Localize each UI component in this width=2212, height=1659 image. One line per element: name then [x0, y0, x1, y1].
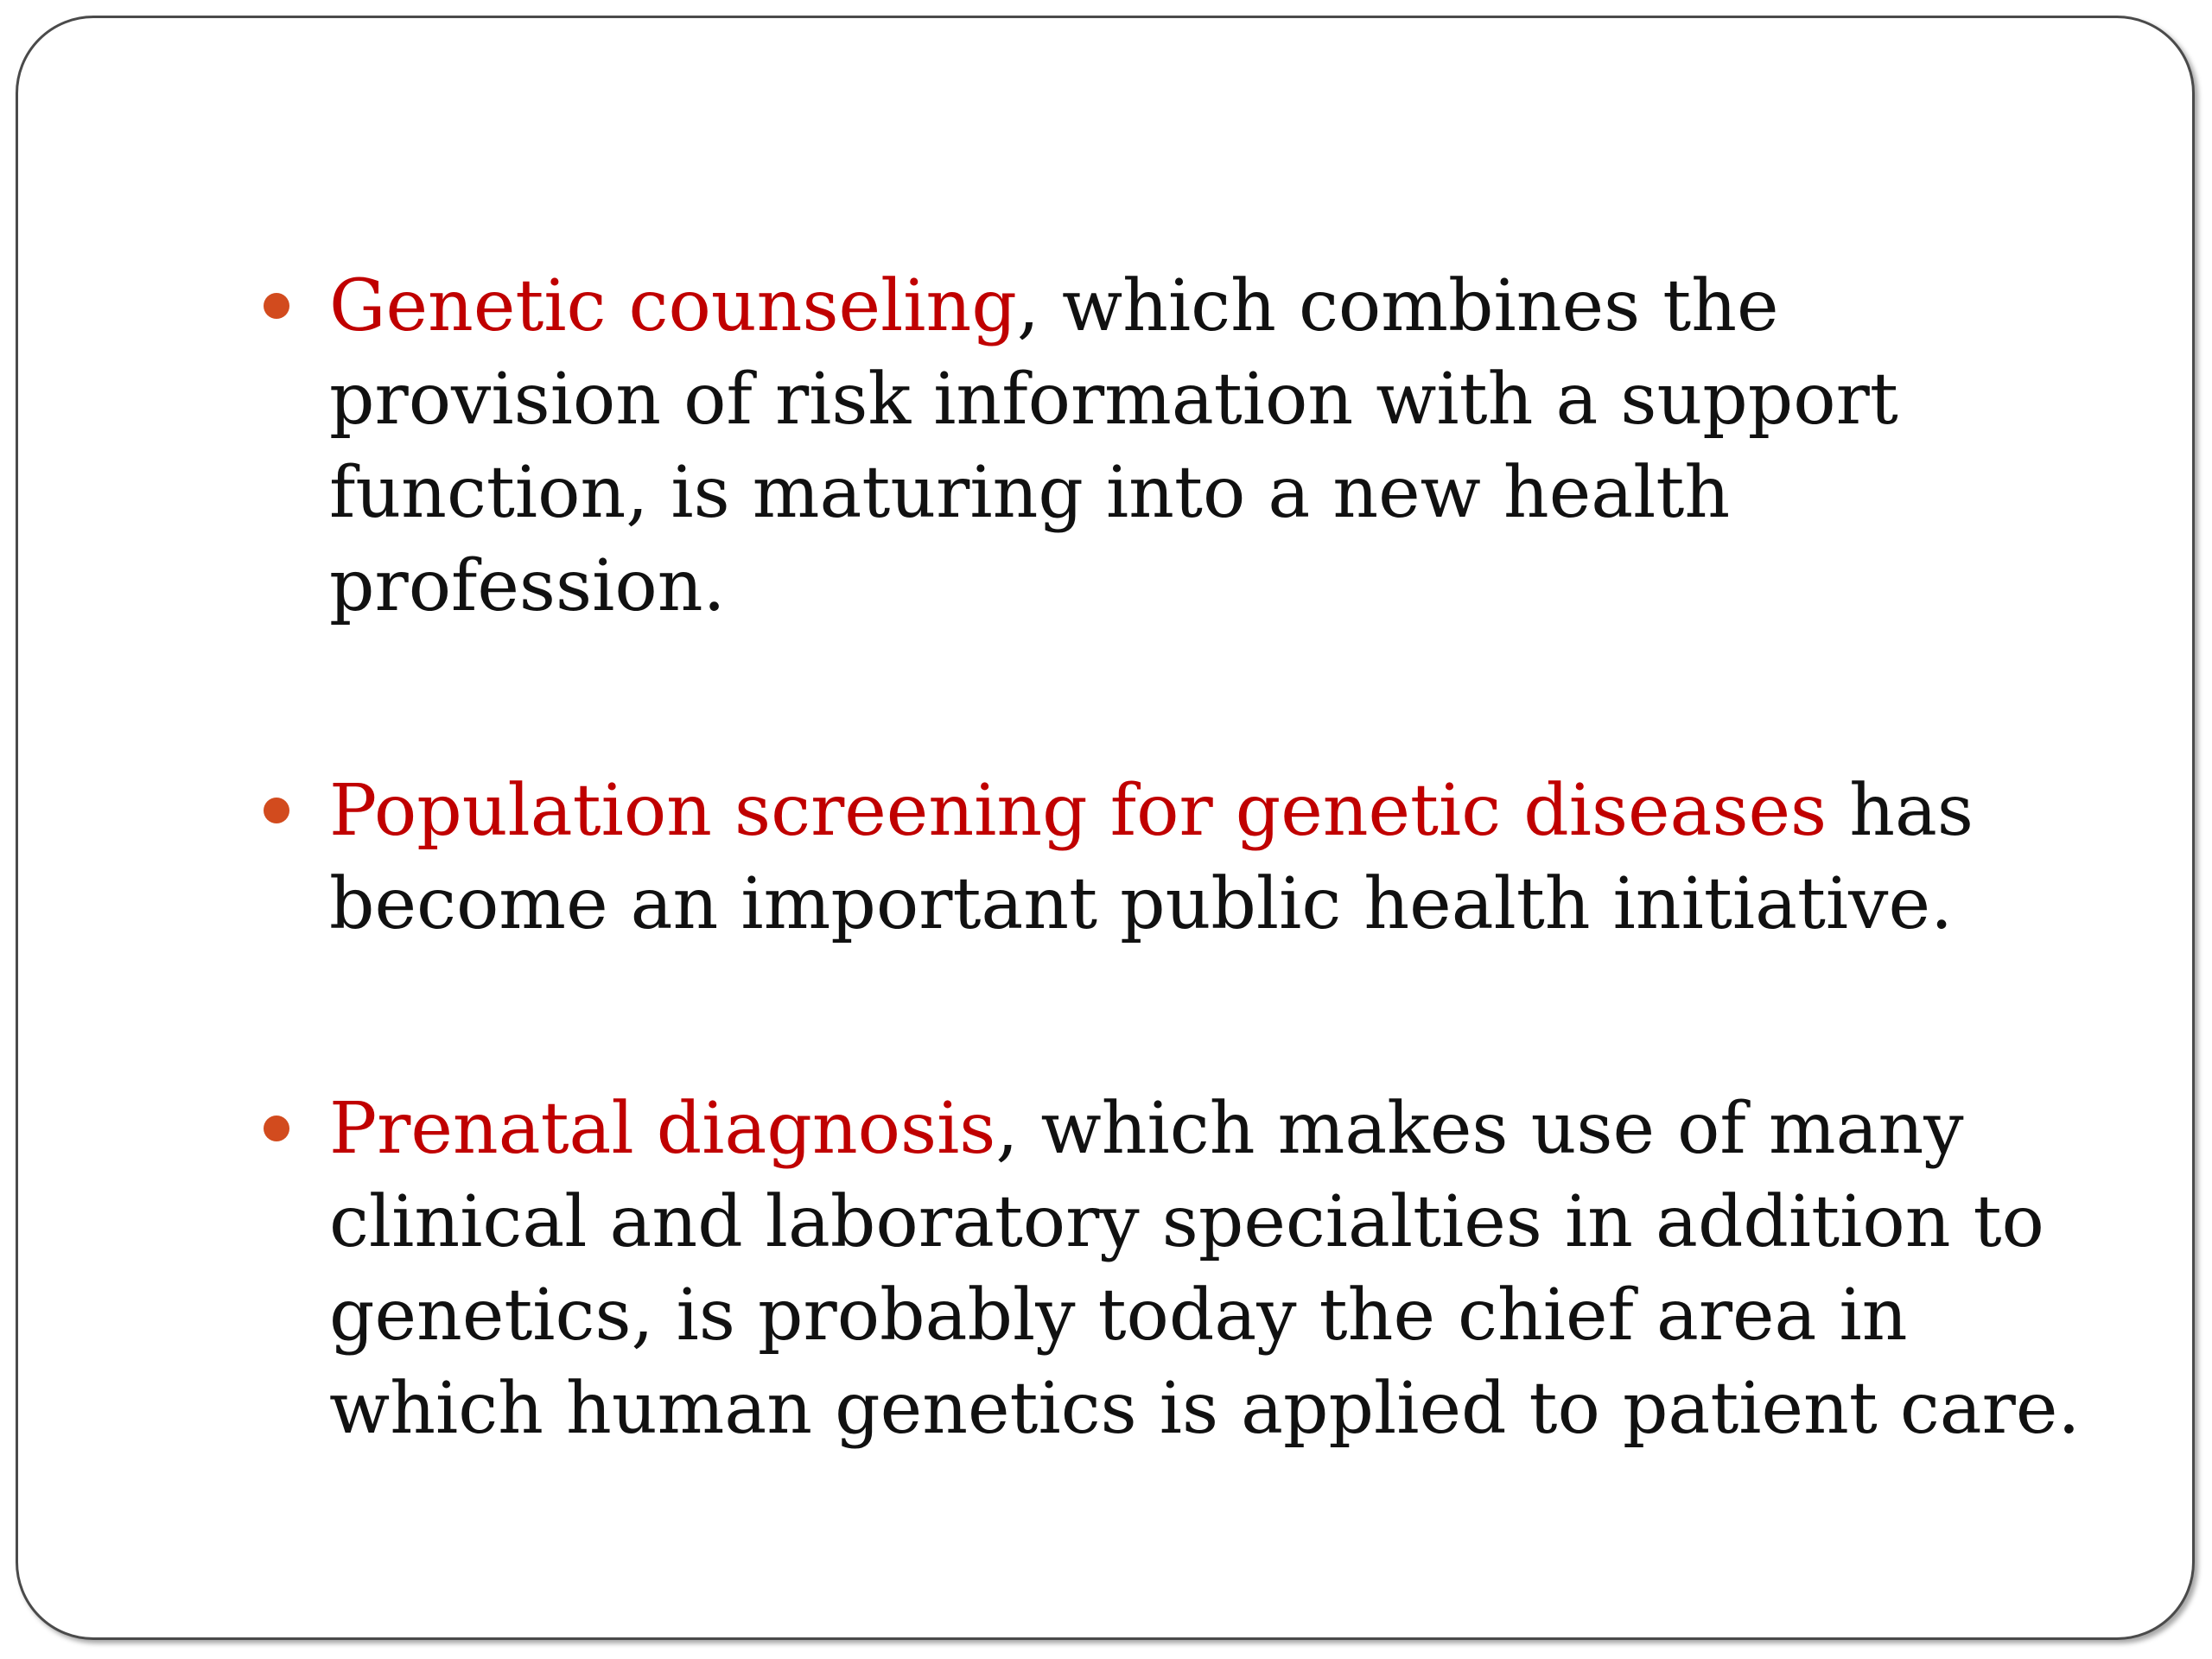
bullet-highlight: Population screening for genetic diseases — [329, 770, 1827, 852]
bullet-item-population-screening — [329, 765, 2126, 951]
bullet-dot-icon — [264, 1116, 289, 1141]
bullet-item-genetic-counseling — [329, 260, 2126, 633]
bullet-dot-icon — [264, 293, 289, 319]
bullet-highlight: Genetic counseling — [329, 265, 1017, 347]
bullet-highlight: Prenatal diagnosis — [329, 1088, 996, 1170]
bullet-dot-icon — [264, 798, 289, 823]
bullet-item-prenatal-diagnosis — [329, 1083, 2126, 1456]
bullet-text: , which makes use of many clinical and laboratory specialties in addition to genetics, is probably today the chief area in which human genetics is applied to patient care. — [329, 1088, 2081, 1450]
slide-frame — [16, 16, 2195, 1640]
bullet-list — [329, 260, 2126, 1456]
bullet-text: , which combines the provision of risk information with a support function, is maturing into a new health profession. — [329, 265, 1898, 627]
bullet-text: has become an important public health initiative. — [329, 770, 1974, 945]
